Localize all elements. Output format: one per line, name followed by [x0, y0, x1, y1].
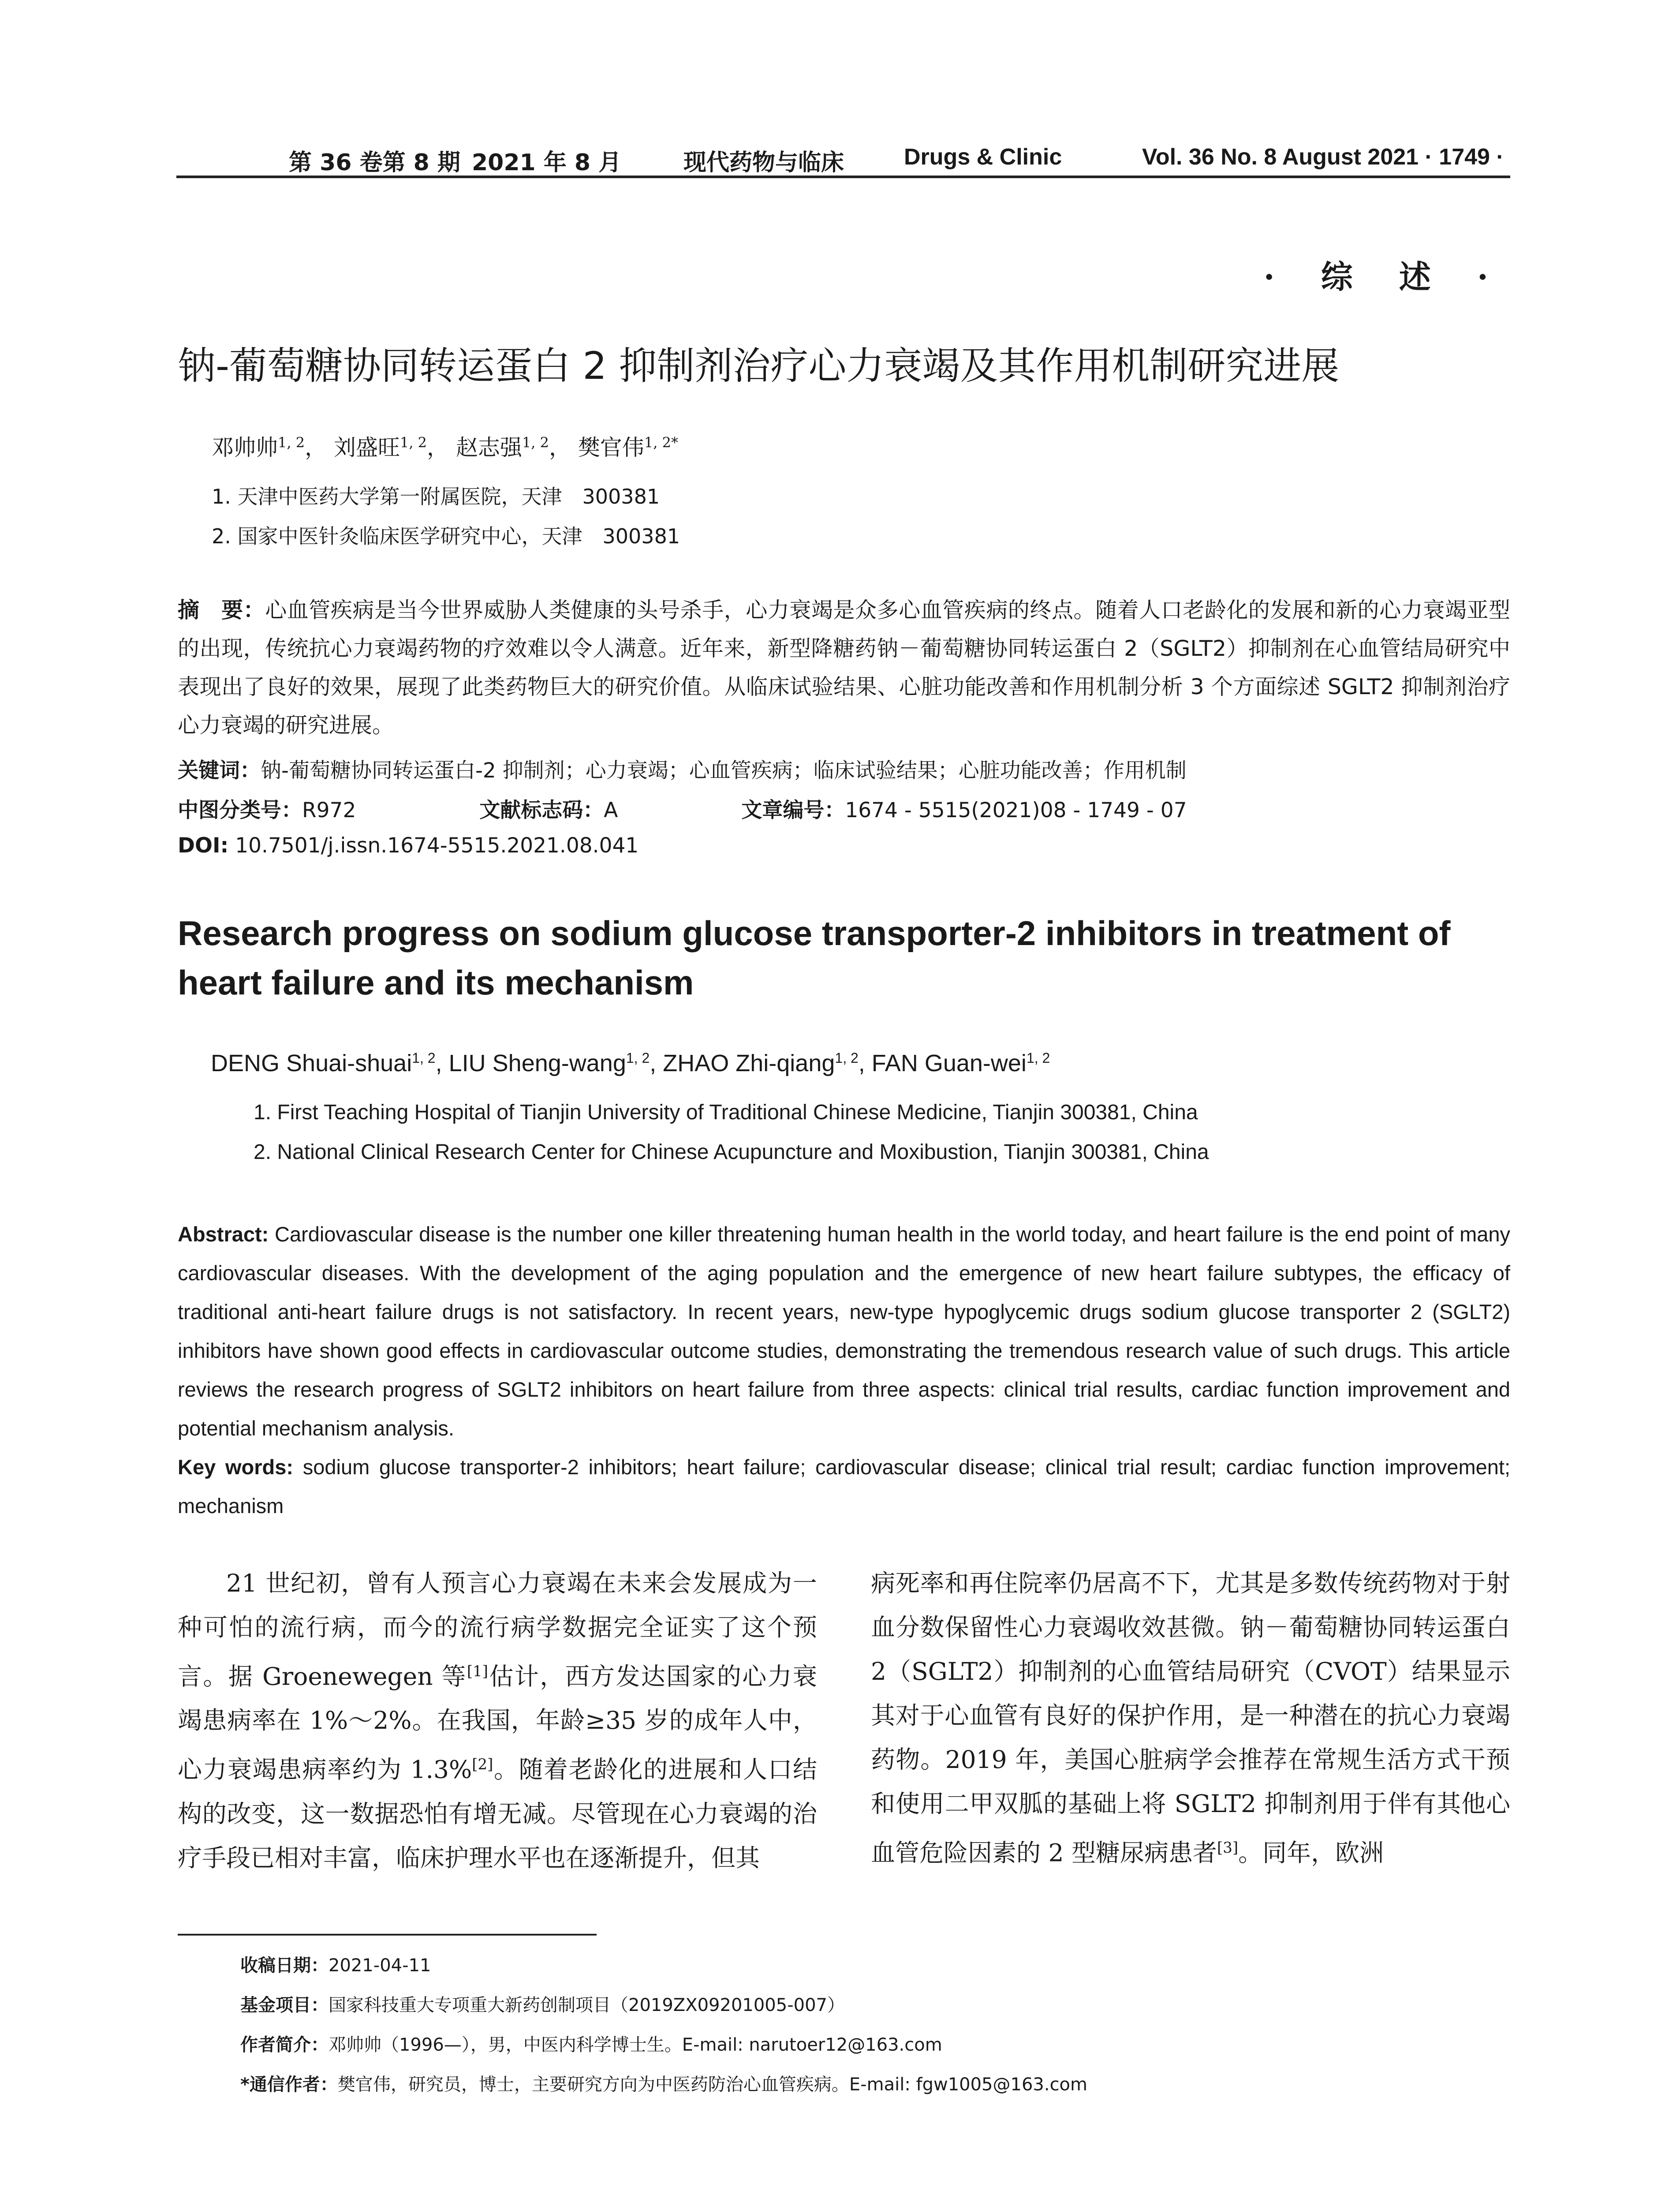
chinese-affiliation-2: 2. 国家中医针灸临床医学研究中心，天津 300381 — [212, 524, 680, 548]
body-text: 21 世纪初，曾有人预言心力衰竭在未来会发展成为一种可怕的流行病，而今的流行病学数据完全证实了这个预言。据 Groenewegen 等 — [178, 1569, 817, 1691]
english-authors: DENG Shuai-shuai$^{1, 2}$, LIU Sheng-wang$^{1, 2}$, ZHAO Zhi-qiang$^{1, 2}$, FAN Guan-wei$^{1, 2}$ — [211, 1050, 1050, 1076]
chinese-title: 钠-葡萄糖协同转运蛋白 2 抑制剂治疗心力衰竭及其作用机制研究进展 — [178, 344, 1340, 388]
footnote-divider — [178, 1934, 597, 1936]
body-text: 病死率和再住院率仍居高不下，尤其是多数传统药物对于射血分数保留性心力衰竭收效甚微。钠－葡萄糖协同转运蛋白 2（SGLT2）抑制剂的心血管结局研究（CVOT）结果显示其对于心血管有良好的保护作用，是一种潜在的抗心力衰竭药物。2019 年，美国心脏病学会推荐在常规生活方式干预和使用二甲双胍的基础上将 SGLT2 抑制剂用于伴有其他心血管危险因素的 2 型糖尿病患者 — [871, 1569, 1510, 1867]
footnote-fund — [240, 1991, 845, 2016]
body-text: 。随着老龄化的进展和人口结构的改变，这一数据恐怕有增无减。尽管现在心力衰竭的治疗手段已相对丰富，临床护理水平也在逐渐提升，但其 — [178, 1755, 817, 1872]
chinese-authors: 邓帅帅$^{1, 2}$， 刘盛旺$^{1, 2}$， 赵志强$^{1, 2}$， 樊官伟$^{1, 2*}$ — [212, 434, 678, 460]
header-journal-cn: 现代药物与临床 — [683, 149, 844, 176]
footnote-value: 邓帅帅（1996—），男，中医内科学博士生。E-mail: narutoer12@163.com — [329, 2035, 942, 2055]
footnote-value: 国家科技重大专项重大新药创制项目（2019ZX09201005-007） — [329, 1995, 845, 2015]
author-affiliation-sup: 1, 2 — [399, 434, 427, 451]
doc-code-value: A — [604, 798, 618, 822]
author-affiliation-sup: 1, 2 — [278, 434, 305, 451]
header-date-cn: 2021 年 8 月 — [472, 149, 622, 176]
author-name: 刘盛旺 — [333, 435, 400, 460]
doi-label: DOI: — [178, 833, 229, 858]
chinese-abstract — [178, 591, 1510, 744]
citation-ref[interactable]: [2] — [472, 1756, 493, 1774]
abstract-text: Cardiovascular disease is the number one killer threatening human health in the world today, and heart failure is the end point of many cardiovascular diseases. With the development of the aging population and the emergence of new heart failure subtypes, the efficacy of traditional anti-heart failure drugs is not satisfactory. In recent years, new-type hypoglycemic drugs sodium glucose transporter 2 (SGLT2) inhibitors have shown good effects in cardiovascular outcome studies, demonstrating the tremendous research value of such drugs. This article reviews the research progress of SGLT2 inhibitors on heart failure from three aspects: clinical trial results, cardiac function improvement and potential mechanism analysis. — [178, 1222, 1510, 1440]
footnote-author-bio — [240, 2031, 942, 2056]
english-abstract-paragraph — [178, 1215, 1510, 1448]
keywords-text: sodium glucose transporter-2 inhibitors; heart failure; cardiovascular disease; clinical trial result; cardiac function improvement; mechanism — [178, 1455, 1510, 1517]
footnote-value: 2021-04-11 — [329, 1955, 431, 1976]
english-keywords — [178, 1448, 1510, 1525]
abstract-label: 摘 要： — [178, 598, 265, 623]
body-column-left — [178, 1561, 817, 1880]
english-affiliation-2: 2. National Clinical Research Center for Chinese Acupuncture and Moxibustion, Tianjin 300381, China — [254, 1140, 1209, 1164]
body-text: 估计，西方发达国家的心力衰竭患病率在 1%～2%。在我国，年龄≥35 岁的成年人中，心力衰竭患病率约为 1.3% — [178, 1662, 817, 1784]
section-tag: · 综 述 · — [1263, 258, 1506, 295]
author-name: FAN Guan-wei — [871, 1050, 1027, 1076]
clc-label: 中图分类号： — [178, 798, 302, 822]
english-affiliation-1: 1. First Teaching Hospital of Tianjin University of Traditional Chinese Medicine, Tianjin 300381, China — [254, 1101, 1198, 1124]
english-title: Research progress on sodium glucose transporter-2 inhibitors in treatment of heart failure and its mechanism — [178, 914, 1451, 1002]
author-affiliation-sup: 1, 2 — [522, 434, 549, 451]
citation-ref[interactable]: [1] — [467, 1663, 489, 1680]
footnote-value: 樊官伟，研究员，博士，主要研究方向为中医药防治心血管疾病。E-mail: fgw1005@163.com — [337, 2074, 1087, 2095]
keywords-label: 关键词： — [178, 759, 261, 783]
author-name: 樊官伟 — [578, 435, 644, 460]
footnote-corresponding — [240, 2070, 1087, 2096]
author-affiliation-sup: 1, 2 — [835, 1050, 859, 1066]
footnote-label: *通信作者： — [240, 2074, 338, 2095]
article-number-label: 文章编号： — [741, 798, 845, 822]
clc-value: R972 — [302, 798, 356, 822]
header-journal-en: Drugs & Clinic — [904, 144, 1062, 170]
doi-line — [178, 833, 638, 858]
author-affiliation-sup: 1, 2* — [644, 434, 678, 451]
keywords-label: Key words: — [178, 1455, 294, 1479]
abstract-label: Abstract: — [178, 1222, 269, 1246]
body-text: 。同年，欧洲 — [1238, 1839, 1384, 1867]
footnote-received — [240, 1951, 431, 1977]
author-name: LIU Sheng-wang — [448, 1050, 626, 1076]
citation-ref[interactable]: [3] — [1217, 1839, 1239, 1857]
footnote-label: 基金项目： — [240, 1995, 329, 2015]
doc-code-label: 文献标志码： — [479, 798, 604, 822]
body-column-right — [871, 1561, 1510, 1875]
author-name: DENG Shuai-shuai — [211, 1050, 412, 1076]
classification-line — [178, 794, 1187, 823]
keywords-text: 钠-葡萄糖协同转运蛋白-2 抑制剂；心力衰竭；心血管疾病；临床试验结果；心脏功能改善；作用机制 — [261, 759, 1187, 783]
author-affiliation-sup: 1, 2 — [1026, 1050, 1050, 1066]
footnote-label: 收稿日期： — [240, 1955, 329, 1976]
header-volume-en: Vol. 36 No. 8 August 2021 · 1749 · — [1142, 144, 1504, 170]
author-name: 邓帅帅 — [212, 435, 278, 460]
running-header — [176, 140, 1510, 178]
author-affiliation-sup: 1, 2 — [626, 1050, 650, 1066]
english-abstract — [178, 1215, 1510, 1525]
footnote-label: 作者简介： — [240, 2035, 329, 2055]
chinese-affiliation-1: 1. 天津中医药大学第一附属医院，天津 300381 — [212, 485, 660, 508]
author-name: ZHAO Zhi-qiang — [663, 1050, 835, 1076]
author-affiliation-sup: 1, 2 — [412, 1050, 436, 1066]
doi-value: 10.7501/j.issn.1674-5515.2021.08.041 — [235, 833, 639, 858]
abstract-text: 心血管疾病是当今世界威胁人类健康的头号杀手，心力衰竭是众多心血管疾病的终点。随着人口老龄化的发展和新的心力衰竭亚型的出现，传统抗心力衰竭药物的疗效难以令人满意。近年来，新型降糖药钠－葡萄糖协同转运蛋白 2（SGLT2）抑制剂在心血管结局研究中表现出了良好的效果，展现了此类药物巨大的研究价值。从临床试验结果、心脏功能改善和作用机制分析 3 个方面综述 SGLT2 抑制剂治疗心力衰竭的研究进展。 — [178, 598, 1510, 738]
chinese-keywords — [178, 754, 1187, 784]
author-name: 赵志强 — [455, 435, 522, 460]
header-volume-cn: 第 36 卷第 8 期 — [289, 149, 460, 176]
article-number-value: 1674 - 5515(2021)08 - 1749 - 07 — [845, 798, 1187, 822]
